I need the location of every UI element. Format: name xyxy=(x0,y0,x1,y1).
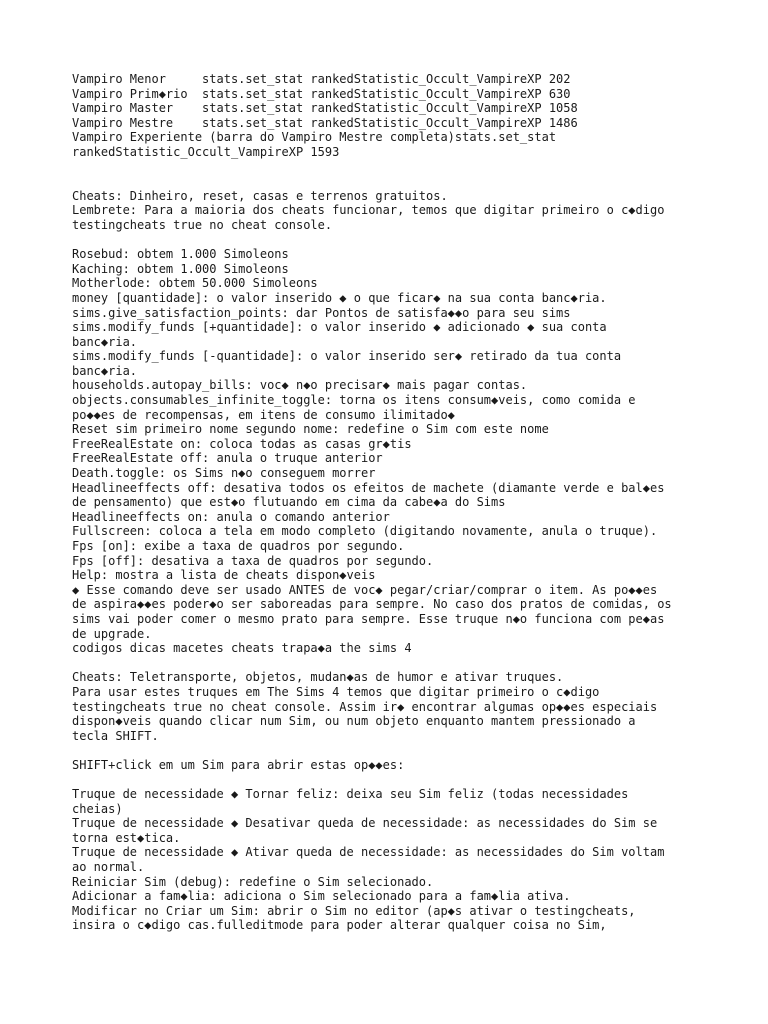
blank-line xyxy=(72,174,702,189)
text-line: money [quantidade]: o valor inserido ◆ o que ficar◆ na sua conta banc◆ria. xyxy=(72,290,607,305)
text-line: objects.consumables_infinite_toggle: torna os itens consum◆veis, como comida e xyxy=(72,393,636,408)
blank-line xyxy=(72,160,702,175)
text-line: Modificar no Criar um Sim: abrir o Sim no editor (ap◆s ativar o testingcheats, xyxy=(72,903,636,918)
text-line: testingcheats true no cheat console. Assim ir◆ encontrar algumas op◆◆es especiais xyxy=(72,699,658,714)
text-line: torna est◆tica. xyxy=(72,830,181,845)
text-line: Truque de necessidade ◆ Tornar feliz: deixa seu Sim feliz (todas necessidades xyxy=(72,787,629,802)
text-line: Fps [on]: exibe a taxa de quadros por segundo. xyxy=(72,539,405,553)
text-line: Adicionar a fam◆lia: adiciona o Sim selecionado para a fam◆lia ativa. xyxy=(72,889,571,904)
text-line: Vampiro Mestre stats.set_stat rankedStatistic_Occult_VampireXP 1486 xyxy=(72,115,578,130)
text-line: Vampiro Experiente (barra do Vampiro Mestre completa)stats.set_stat xyxy=(72,130,557,145)
text-line: Para usar estes truques em The Sims 4 temos que digitar primeiro o c◆digo xyxy=(72,684,600,699)
text-line: banc◆ria. xyxy=(72,363,138,378)
text-line: SHIFT+click em um Sim para abrir estas op◆◆es: xyxy=(72,757,405,772)
blank-line xyxy=(72,743,702,758)
text-line: Cheats: Teletransporte, objetos, mudan◆as de humor e ativar truques. xyxy=(72,670,564,685)
text-line: sims.give_satisfaction_points: dar Pontos de satisfa◆◆o para seu sims xyxy=(72,305,571,320)
document-page xyxy=(72,72,702,933)
text-line: de upgrade. xyxy=(72,626,152,641)
text-line: Reiniciar Sim (debug): redefine o Sim selecionado. xyxy=(72,874,434,889)
text-line: Fps [off]: desativa a taxa de quadros por segundo. xyxy=(72,553,434,568)
text-line: Kaching: obtem 1.000 Simoleons xyxy=(72,261,289,276)
text-line: FreeRealEstate on: coloca todas as casas gr◆tis xyxy=(72,436,412,451)
blank-line xyxy=(72,233,702,248)
blank-line xyxy=(72,773,702,788)
text-line: Cheats: Dinheiro, reset, casas e terrenos gratuitos. xyxy=(72,188,448,203)
text-line: Truque de necessidade ◆ Ativar queda de necessidade: as necessidades do Sim voltam xyxy=(72,845,665,860)
text-line: rankedStatistic_Occult_VampireXP 1593 xyxy=(72,144,340,159)
text-line: Headlineeffects off: desativa todos os efeitos de machete (diamante verde e bal◆es xyxy=(72,480,665,495)
text-line: sims.modify_funds [-quantidade]: o valor inserido ser◆ retirado da tua conta xyxy=(72,349,622,364)
blank-line xyxy=(72,656,702,671)
text-line: Fullscreen: coloca a tela em modo completo (digitando novamente, anula o truque). xyxy=(72,524,658,539)
text-line: cheias) xyxy=(72,801,123,816)
text-line: Vampiro Menor stats.set_stat rankedStatistic_Occult_VampireXP 202 xyxy=(72,72,571,86)
text-line: Help: mostra a lista de cheats dispon◆veis xyxy=(72,568,376,583)
text-line: Vampiro Master stats.set_stat rankedStatistic_Occult_VampireXP 1058 xyxy=(72,101,578,116)
text-line: Headlineeffects on: anula o comando anterior xyxy=(72,509,390,524)
text-line: Reset sim primeiro nome segundo nome: redefine o Sim com este nome xyxy=(72,422,549,437)
text-line: households.autopay_bills: voc◆ n◆o precisar◆ mais pagar contas. xyxy=(72,378,528,393)
text-line: Motherlode: obtem 50.000 Simoleons xyxy=(72,276,318,291)
text-line: Death.toggle: os Sims n◆o conseguem morrer xyxy=(72,466,376,481)
text-line: tecla SHIFT. xyxy=(72,728,159,743)
text-line: testingcheats true no cheat console. xyxy=(72,217,333,232)
text-line: dispon◆veis quando clicar num Sim, ou num objeto enquanto mantem pressionado a xyxy=(72,714,636,729)
text-line: sims vai poder comer o mesmo prato para sempre. Esse truque n◆o funciona com pe◆as xyxy=(72,611,665,626)
text-line: Rosebud: obtem 1.000 Simoleons xyxy=(72,247,289,262)
text-line: Truque de necessidade ◆ Desativar queda de necessidade: as necessidades do Sim se xyxy=(72,816,658,831)
text-line: ◆ Esse comando deve ser usado ANTES de voc◆ pegar/criar/comprar o item. As po◆◆es xyxy=(72,582,658,597)
text-line: Lembrete: Para a maioria dos cheats funcionar, temos que digitar primeiro o c◆digo xyxy=(72,203,665,218)
text-line: sims.modify_funds [+quantidade]: o valor inserido ◆ adicionado ◆ sua conta xyxy=(72,320,607,335)
text-line: codigos dicas macetes cheats trapa◆a the sims 4 xyxy=(72,641,412,656)
text-line: po◆◆es de recompensas, em itens de consumo ilimitado◆ xyxy=(72,407,455,422)
text-line: FreeRealEstate off: anula o truque anterior xyxy=(72,451,383,466)
text-line: ao normal. xyxy=(72,860,145,875)
text-line: Vampiro Prim◆rio stats.set_stat rankedStatistic_Occult_VampireXP 630 xyxy=(72,86,571,101)
text-line: de aspira◆◆es poder◆o ser saboreadas para sempre. No caso dos pratos de comidas, os xyxy=(72,597,672,612)
text-line: insira o c◆digo cas.fulleditmode para poder alterar qualquer coisa no Sim, xyxy=(72,918,607,933)
text-line: de pensamento) que est◆o flutuando em cima da cabe◆a do Sims xyxy=(72,495,506,510)
text-line: banc◆ria. xyxy=(72,334,138,349)
